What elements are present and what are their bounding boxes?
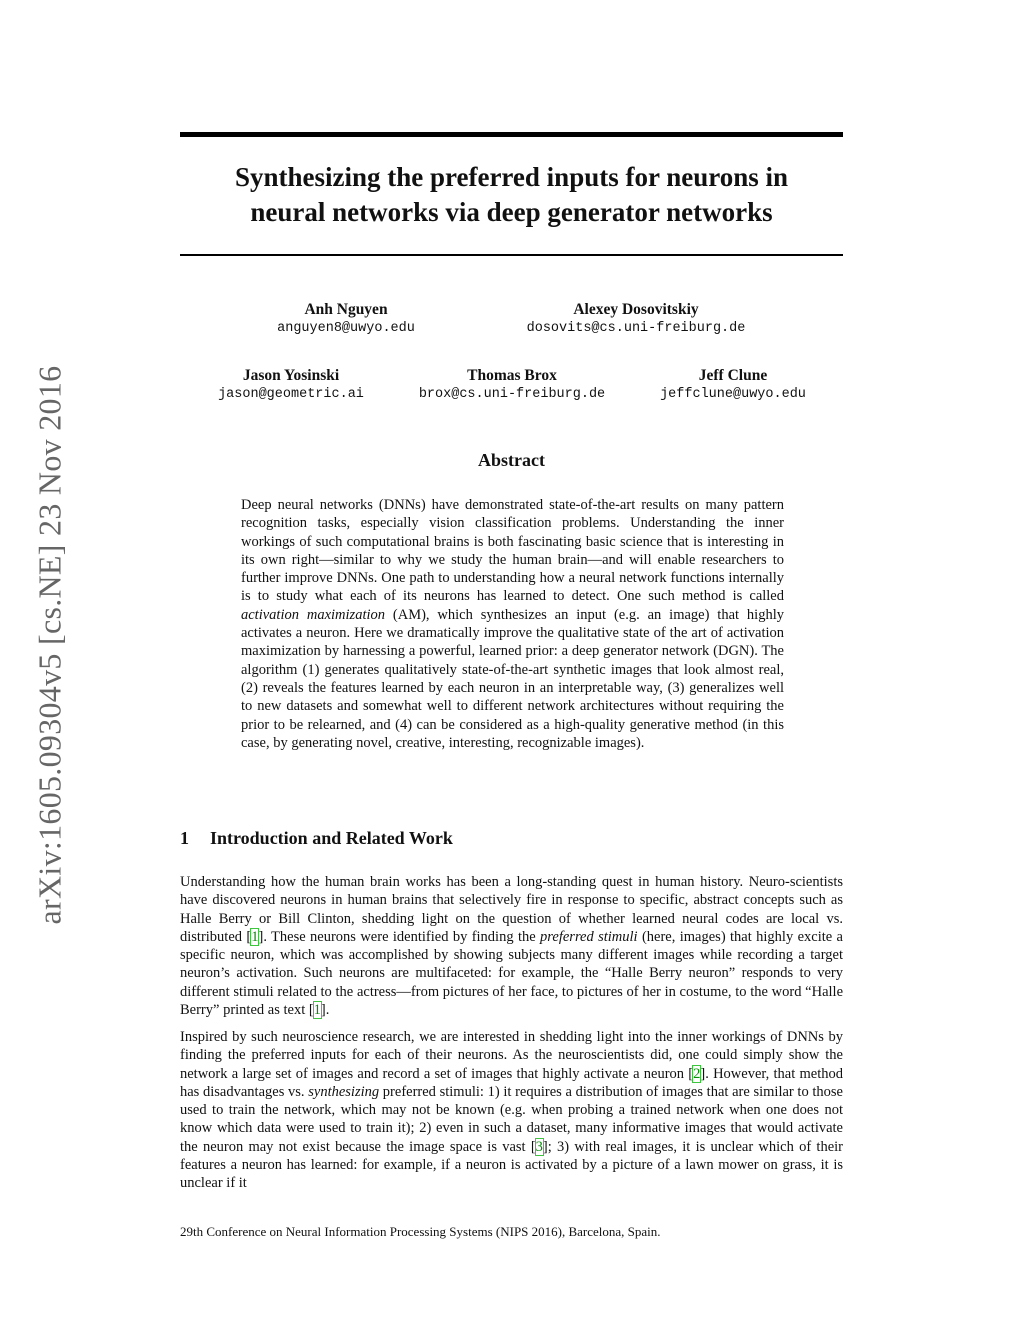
paper-title bbox=[180, 160, 843, 230]
section-title: Introduction and Related Work bbox=[210, 828, 453, 848]
author-block bbox=[236, 301, 456, 339]
abstract-text-part: Deep neural networks (DNNs) have demonstrated state-of-the-art results on many pattern recognition tasks, especially vision classification problems. Understanding the inner workings of such computational brains is both fascinating basic science that is interesting in its own right—similar to why we study the human brain—and will enable researchers to further improve DNNs. One path to understanding how a neural network functions internally is to study what each of its neurons has learned to detect. One such method is called bbox=[241, 497, 784, 605]
author-email: jason@geometric.ai bbox=[218, 387, 364, 402]
paragraph-emphasis: synthesizing bbox=[308, 1083, 380, 1100]
author-email: jeffclune@uwyo.edu bbox=[660, 387, 806, 402]
author-block bbox=[506, 301, 766, 339]
citation-link[interactable]: 1 bbox=[251, 928, 259, 945]
abstract-heading: Abstract bbox=[478, 450, 545, 470]
author-block bbox=[402, 367, 622, 405]
title-bottom-rule bbox=[180, 254, 843, 256]
author-block bbox=[191, 367, 391, 405]
paragraph-text: (here, images) that highly excite a specific neuron, which was accomplished by showing subjects many different images while recording a target neuron’s activation. Such neurons are multifaceted: for example, the “Halle Berry neuron” responds to very different stimuli related to the actress—from pictures of her face, to pictures of her in costume, to the word “Halle Berry” printed as text [ bbox=[180, 928, 843, 1019]
arxiv-identifier: arXiv:1605.09304v5 [cs.NE] 23 Nov 2016 bbox=[31, 365, 68, 925]
paragraph-text: Understanding how the human brain works has been a long-standing quest in human history. Neuro-scientists have discovered neurons in human brains that selectively fire in response to specific, abstract concepts such as Halle Berry or Bill Clinton, shedding light on the question of whether learned neural codes are local vs. distributed [ bbox=[180, 874, 843, 945]
paragraph-text: Inspired by such neuroscience research, we are interested in shedding light into the inner workings of DNNs by finding the preferred inputs for each of their neurons. As the neuroscientists did, one could simply show the network a large set of images and record a set of images that highly activate a neuron [ bbox=[180, 1029, 843, 1082]
author-email: anguyen8@uwyo.edu bbox=[277, 321, 415, 336]
author-block bbox=[643, 367, 823, 405]
author-name: Thomas Brox bbox=[467, 367, 557, 384]
abstract-emphasis: activation maximization bbox=[241, 606, 386, 623]
paragraph-text: ]. These neurons were identified by finding the bbox=[258, 928, 541, 945]
author-name: Anh Nguyen bbox=[304, 301, 388, 318]
paragraph-text: preferred stimuli: 1) it requires a distribution of images that are similar to those used to train the network, which may not be known (e.g. when probing a trained network when one does not know which data were used to train it); 2) even in such a dataset, many informative images that would activate the neuron may not exist because the image space is vast [ bbox=[180, 1083, 843, 1155]
conference-footnote: 29th Conference on Neural Information Processing Systems (NIPS 2016), Barcelona, Spain. bbox=[180, 1224, 661, 1239]
paragraph-text: ]. bbox=[320, 1002, 330, 1019]
abstract-text-part: (AM), which synthesizes an input (e.g. an image) that highly activates a neuron. Here we dramatically improve the qualitative state of the art of activation maximization by harnessing a powerful, learned prior: a deep generator network (DGN). The algorithm (1) generates qualitatively state-of-the-art synthetic images that look almost real, (2) reveals the features learned by each neuron in an interpretable way, (3) generalizes well to new datasets and somewhat well to different network architectures without requiring the prior to be relearned, and (4) can be considered as a high-quality generative method (in this case, by generating novel, creative, interesting, recognizable images). bbox=[241, 606, 784, 751]
author-email: brox@cs.uni-freiburg.de bbox=[418, 387, 606, 402]
intro-paragraph-1 bbox=[180, 873, 843, 1019]
section-heading bbox=[180, 828, 453, 849]
paragraph-emphasis: preferred stimuli bbox=[540, 928, 638, 945]
intro-paragraph-2 bbox=[180, 1028, 843, 1193]
author-name: Jason Yosinski bbox=[242, 367, 340, 384]
section-number: 1 bbox=[180, 828, 189, 848]
citation-link[interactable]: 1 bbox=[313, 1002, 321, 1019]
title-line-1: Synthesizing the preferred inputs for neurons in bbox=[234, 162, 789, 192]
paragraph-text: ]; 3) with real images, it is unclear which of their features a neuron has learned: for example, if a neuron is activated by a picture of a lawn mower on grass, it is unclear if it bbox=[180, 1138, 843, 1192]
author-name: Alexey Dosovitskiy bbox=[573, 301, 699, 318]
author-name: Jeff Clune bbox=[698, 367, 768, 384]
citation-link[interactable]: 2 bbox=[693, 1065, 701, 1082]
author-email: dosovits@cs.uni-freiburg.de bbox=[526, 321, 746, 336]
abstract-text bbox=[241, 496, 784, 752]
citation-link[interactable]: 3 bbox=[535, 1138, 543, 1155]
title-line-2: neural networks via deep generator networks bbox=[250, 197, 773, 227]
paragraph-text: ]. However, that method has disadvantages vs. bbox=[180, 1065, 843, 1100]
title-top-rule bbox=[180, 132, 843, 137]
